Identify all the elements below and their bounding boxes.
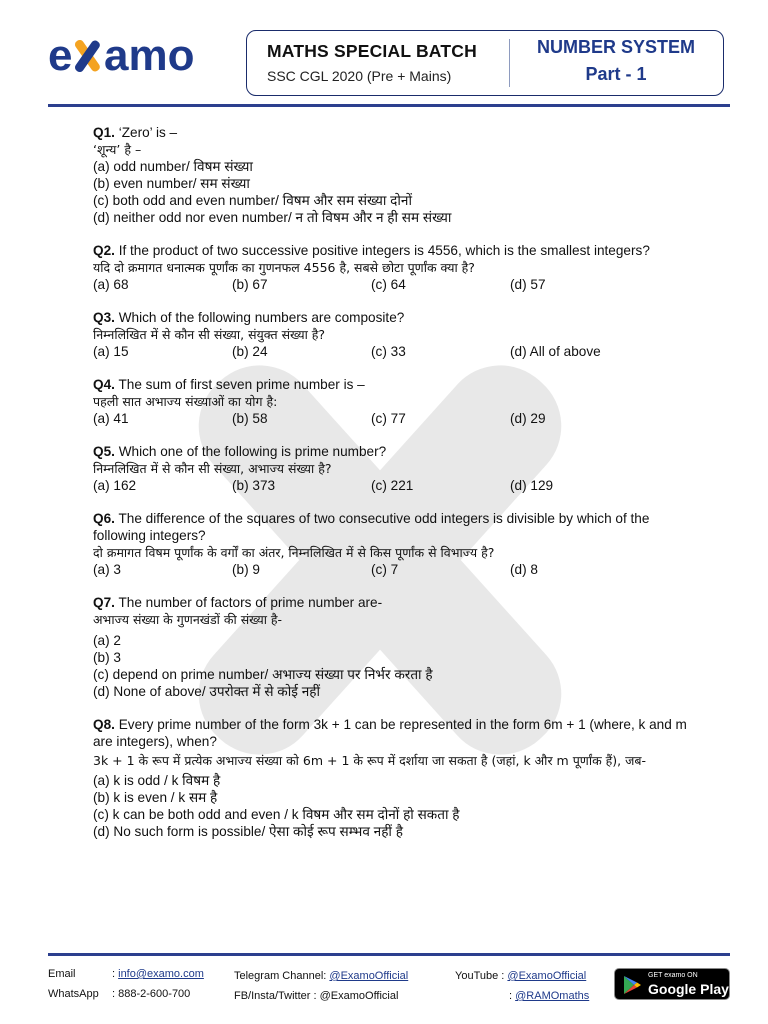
option-d: (d) 129 <box>510 478 554 493</box>
question-number: Q8. <box>93 717 115 732</box>
question-text-hi: पहली सात अभाज्य संख्याओं का योग है: <box>93 394 278 409</box>
option-c: (c) 33 <box>371 344 406 359</box>
question-6 <box>93 510 693 578</box>
option-b: (b) 3 <box>93 650 121 665</box>
svg-text:amo: amo <box>104 31 195 80</box>
question-number: Q2. <box>93 243 115 258</box>
youtube-link-examo[interactable]: @ExamoOfficial <box>507 970 587 982</box>
option-d: (d) None of above/ उपरोक्त में से कोई नहीं <box>93 684 320 699</box>
whatsapp-label: WhatsApp <box>48 988 99 1000</box>
question-4 <box>93 376 693 427</box>
examo-logo <box>48 30 228 80</box>
option-a: (a) 68 <box>93 277 129 292</box>
youtube-separator: : <box>501 970 505 982</box>
option-b: (b) 24 <box>232 344 268 359</box>
option-a: (a) 15 <box>93 344 129 359</box>
question-text-en: Which of the following numbers are composite? <box>118 310 405 325</box>
email-link[interactable]: info@examo.com <box>118 968 204 980</box>
email-label: Email <box>48 968 76 980</box>
question-text-hi: ‘शून्य’ है – <box>93 142 142 157</box>
batch-title: MATHS SPECIAL BATCH <box>267 41 477 61</box>
options-row <box>93 343 693 360</box>
option-c: (c) k can be both odd and even / k विषम और सम दोनों हो सकता है <box>93 807 460 822</box>
option-b: (b) k is even / k सम है <box>93 790 218 805</box>
topic-title: NUMBER SYSTEM <box>536 37 695 57</box>
question-text-en: If the product of two successive positive integers is 4556, which is the smallest integers? <box>118 243 650 258</box>
play-badge-text: Google Play <box>648 981 729 997</box>
option-a: (a) k is odd / k विषम है <box>93 773 221 788</box>
option-d: (d) 8 <box>510 562 538 577</box>
option-d: (d) All of above <box>510 344 601 359</box>
youtube-link-ramo[interactable]: @RAMOmaths <box>515 990 590 1002</box>
question-text-hi: अभाज्य संख्या के गुणनखंडों की संख्या है- <box>93 612 283 627</box>
option-c: (c) 64 <box>371 277 406 292</box>
option-c: (c) 77 <box>371 411 406 426</box>
options-row <box>93 410 693 427</box>
question-1 <box>93 124 693 226</box>
option-d: (d) neither odd nor even number/ न तो विषम और न ही सम संख्या <box>93 210 452 225</box>
option-c: (c) depend on prime number/ अभाज्य संख्या पर निर्भर करता है <box>93 667 433 682</box>
option-b: (b) 373 <box>232 478 276 493</box>
youtube-separator-2: : <box>509 990 513 1002</box>
question-number: Q5. <box>93 444 115 459</box>
header-title-box <box>246 30 724 96</box>
youtube-label: YouTube <box>455 970 499 982</box>
telegram-label: Telegram Channel: <box>234 970 327 982</box>
option-b: (b) 67 <box>232 277 268 292</box>
question-7 <box>93 594 693 700</box>
batch-subtitle: SSC CGL 2020 (Pre + Mains) <box>267 68 452 84</box>
question-3 <box>93 309 693 360</box>
option-a: (a) odd number/ विषम संख्या <box>93 159 253 174</box>
question-number: Q3. <box>93 310 115 325</box>
question-text-en: The number of factors of prime number are- <box>118 595 383 610</box>
question-2 <box>93 242 693 293</box>
email-separator: : <box>112 968 116 980</box>
question-text-en: Which one of the following is prime number? <box>118 444 387 459</box>
option-a: (a) 2 <box>93 633 121 648</box>
question-number: Q7. <box>93 595 115 610</box>
question-text-hi: निम्नलिखित में से कौन सी संख्या, अभाज्य संख्या है? <box>93 461 332 476</box>
header-rule <box>48 104 730 107</box>
option-c: (c) 221 <box>371 478 414 493</box>
question-number: Q1. <box>93 125 115 140</box>
question-text-en: ‘Zero’ is – <box>118 125 178 140</box>
options-row <box>93 561 693 578</box>
option-b: (b) 58 <box>232 411 268 426</box>
question-number: Q6. <box>93 511 115 526</box>
question-text-hi: 3k + 1 के रूप में प्रत्येक अभाज्य संख्या को 6m + 1 के रूप में दर्शाया जा सकता है (जहां, k और m पूर्णांक हैं), जब- <box>93 753 647 768</box>
option-a: (a) 3 <box>93 562 121 577</box>
option-d: (d) 57 <box>510 277 546 292</box>
logo-x-mark <box>73 38 101 73</box>
options-row <box>93 276 693 293</box>
question-text-en: The difference of the squares of two consecutive odd integers is divisible by which of the following integers? <box>93 511 650 543</box>
question-text-en: The sum of first seven prime number is – <box>118 377 365 392</box>
telegram-link[interactable]: @ExamoOfficial <box>329 970 409 982</box>
social-label: FB/Insta/Twitter <box>234 990 311 1002</box>
question-text-hi: यदि दो क्रमागत धनात्मक पूर्णांक का गुणनफल 4556 है, सबसे छोटा पूर्णांक क्या है? <box>93 260 475 275</box>
play-store-icon <box>622 975 642 995</box>
question-list <box>93 124 693 852</box>
svg-text:e: e <box>48 31 73 80</box>
option-b: (b) 9 <box>232 562 260 577</box>
options-row <box>93 477 693 494</box>
question-8 <box>93 716 693 840</box>
option-a: (a) 162 <box>93 478 137 493</box>
option-c: (c) 7 <box>371 562 399 577</box>
option-d: (d) 29 <box>510 411 546 426</box>
whatsapp-number: 888-2-600-700 <box>118 988 191 1000</box>
question-text-hi: निम्नलिखित में से कौन सी संख्या, संयुक्त संख्या है? <box>93 327 326 342</box>
question-text-hi: दो क्रमागत विषम पूर्णांक के वर्गों का अंतर, निम्नलिखित में से किस पूर्णांक से विभाज्य है? <box>93 545 495 560</box>
footer-rule <box>48 953 730 956</box>
google-play-badge[interactable] <box>614 968 730 1000</box>
option-c: (c) both odd and even number/ विषम और सम संख्या दोनों <box>93 193 412 208</box>
question-number: Q4. <box>93 377 115 392</box>
question-5 <box>93 443 693 494</box>
play-badge-small-text: GET examo ON <box>648 972 698 979</box>
option-a: (a) 41 <box>93 411 129 426</box>
option-b: (b) even number/ सम संख्या <box>93 176 250 191</box>
whatsapp-separator: : <box>112 988 116 1000</box>
question-text-en: Every prime number of the form 3k + 1 can be represented in the form 6m + 1 (where, k and m are integers), when? <box>93 717 687 749</box>
option-d: (d) No such form is possible/ ऐसा कोई रूप सम्भव नहीं है <box>93 824 403 839</box>
social-handle: @ExamoOfficial <box>319 990 399 1002</box>
part-label: Part - 1 <box>585 64 647 84</box>
social-separator: : <box>313 990 317 1002</box>
